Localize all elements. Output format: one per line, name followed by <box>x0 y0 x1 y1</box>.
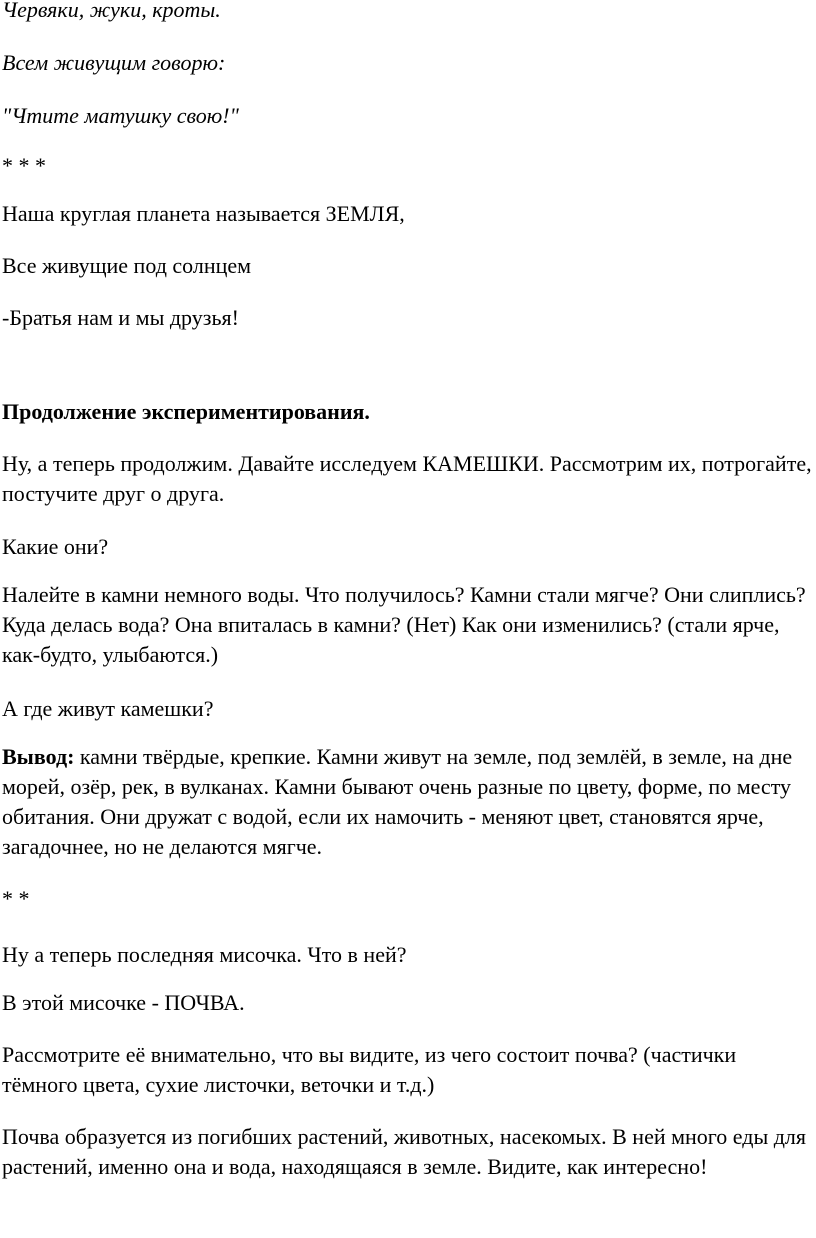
poem-line-1: Червяки, жуки, кроты. <box>2 0 221 22</box>
separator-stars: * * * <box>2 153 46 178</box>
separator-stars-2: * * <box>2 886 30 911</box>
paragraph-question: Какие они? <box>2 534 109 559</box>
poem-line-2: Всем живущим говорю: <box>2 50 226 75</box>
paragraph-soil: В этой мисочке - ПОЧВА. <box>2 990 245 1015</box>
paragraph-last-bowl: Ну а теперь последняя мисочка. Что в ней? <box>2 942 407 967</box>
poem-line-6: -Братья нам и мы друзья! <box>2 305 239 330</box>
poem-line-3: "Чтите матушку свою!" <box>2 103 239 128</box>
paragraph-conclusion <box>2 742 812 862</box>
poem-line-4: Наша круглая планета называется ЗЕМЛЯ, <box>2 201 405 226</box>
paragraph-soil-formation: Почва образуется из погибших растений, животных, насекомых. В ней много еды для растений, именно она и вода, находящаяся в земле. Видите, как интересно! <box>2 1124 807 1179</box>
paragraph-examine-soil: Рассмотрите её внимательно, что вы видите, из чего состоит почва? (частички тёмного цвета, сухие листочки, веточки и т.д.) <box>2 1042 737 1097</box>
section-heading: Продолжение экспериментирования. <box>2 399 370 424</box>
conclusion-text: камни твёрдые, крепкие. Камни живут на земле, под землёй, в земле, на дне морей, озёр, рек, в вулканах. Камни бывают очень разные по цвету, форме, по месту обитания. Они дружат с водой, если их намочить - меняют цвет, становятся ярче, загадочнее, но не делаются мягче. <box>2 744 793 859</box>
paragraph-stones-intro: Ну, а теперь продолжим. Давайте исследуем КАМЕШКИ. Рассмотрим их, потрогайте, постучите друг о друга. <box>2 451 812 506</box>
paragraph-where-stones-live: А где живут камешки? <box>2 696 214 721</box>
poem-line-5: Все живущие под солнцем <box>2 253 252 278</box>
paragraph-water-experiment: Налейте в камни немного воды. Что получилось? Камни стали мягче? Они слиплись? Куда делась вода? Она впиталась в камни? (Нет) Как они изменились? (стали ярче, как-будто, улыбаются.) <box>2 582 806 667</box>
conclusion-label: Вывод: <box>2 744 75 769</box>
